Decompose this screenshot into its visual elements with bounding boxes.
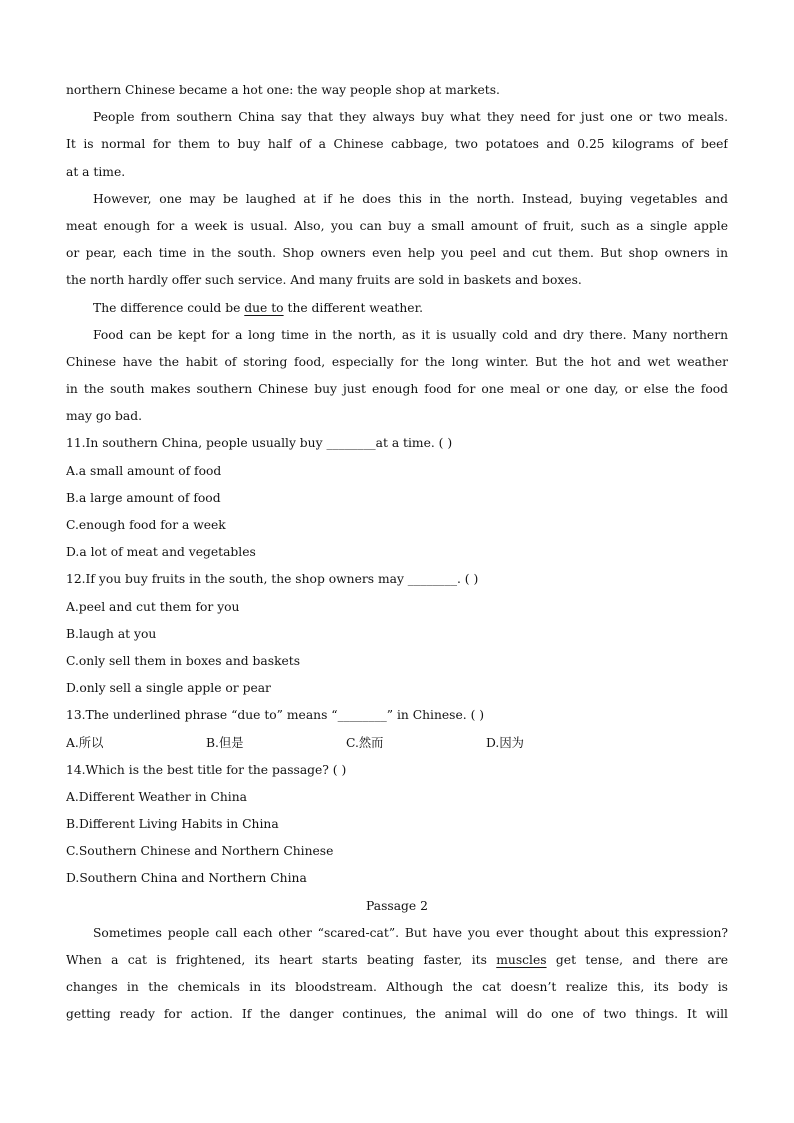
passage2-paragraph-line: getting ready for action. If the danger continues, the animal will do one of two things. It will [66,1007,728,1022]
document-page [66,77,728,1029]
passage1-paragraph-line: at a time. [66,164,126,179]
question-11-option-a: A.a small amount of food [66,463,222,478]
question-13-options [66,730,728,757]
question-14-option-a: A.Different Weather in China [66,789,247,804]
food-paragraph-line: Chinese have the habit of storing food, especially for the long winter. But the hot and wet weather [66,354,728,369]
question-12-option-b: B.laugh at you [66,626,157,641]
question-13-option-d: D.因为 [486,735,524,750]
question-13-option-c: C.然而 [346,735,384,750]
question-13-stem: 13.The underlined phrase “due to” means “________” in Chinese. ( ) [66,708,485,723]
difference-sentence [66,295,728,322]
difference-text: The difference could be [93,300,245,315]
question-12-option-c: C.only sell them in boxes and baskets [66,653,301,668]
difference-text: the different weather. [283,300,424,315]
food-paragraph-line: in the south makes southern Chinese buy just enough food for one meal or one day, or else the food [66,382,728,397]
question-12-option-a: A.peel and cut them for you [66,599,240,614]
question-12-option-d: D.only sell a single apple or pear [66,681,271,696]
question-14-option-c: C.Southern Chinese and Northern Chinese [66,844,334,859]
underlined-phrase-due-to: due to [244,300,284,315]
question-12-stem: 12.If you buy fruits in the south, the shop owners may ________. ( ) [66,572,479,587]
passage1-paragraph-line: the north hardly offer such service. And many fruits are sold in baskets and boxes. [66,273,582,288]
question-11-option-d: D.a lot of meat and vegetables [66,545,256,560]
question-11-stem: 11.In southern China, people usually buy ________at a time. ( ) [66,436,453,451]
passage2-text: get tense, and there are [546,953,728,967]
passage2-text: When a cat is frightened, its heart starts beating faster, its [66,953,497,967]
question-13-option-b: B.但是 [206,735,244,750]
question-11-option-b: B.a large amount of food [66,490,221,505]
passage2-paragraph-line: Sometimes people call each other “scared-cat”. But have you ever thought about this expression? [93,925,728,940]
passage1-paragraph-line: It is normal for them to buy half of a Chinese cabbage, two potatoes and 0.25 kilograms of beef [66,137,728,152]
passage2-paragraph-line [66,947,728,974]
passage-2-title: Passage 2 [366,898,428,913]
passage1-paragraph-line: People from southern China say that they always buy what they need for just one or two meals. [93,110,728,125]
question-14-stem: 14.Which is the best title for the passage? ( ) [66,762,347,777]
underlined-word-muscles: muscles [496,953,547,967]
question-11-option-c: C.enough food for a week [66,518,226,532]
passage1-paragraph-line: northern Chinese became a hot one: the way people shop at markets. [66,83,500,97]
passage1-paragraph-line: However, one may be laughed at if he does this in the north. Instead, buying vegetables and [93,191,728,206]
passage2-paragraph-line: changes in the chemicals in its bloodstream. Although the cat doesn’t realize this, its body is [66,980,728,995]
food-paragraph-line: Food can be kept for a long time in the north, as it is usually cold and dry there. Many northern [93,327,728,342]
passage1-paragraph-line: or pear, each time in the south. Shop owners even help you peel and cut them. But shop owners in [66,246,728,261]
food-paragraph-line: may go bad. [66,409,143,424]
passage1-paragraph-line: meat enough for a week is usual. Also, you can buy a small amount of fruit, such as a single apple [66,218,728,233]
question-13-option-a: A.所以 [66,735,104,750]
question-14-option-d: D.Southern China and Northern China [66,871,307,886]
question-14-option-b: B.Different Living Habits in China [66,817,279,832]
